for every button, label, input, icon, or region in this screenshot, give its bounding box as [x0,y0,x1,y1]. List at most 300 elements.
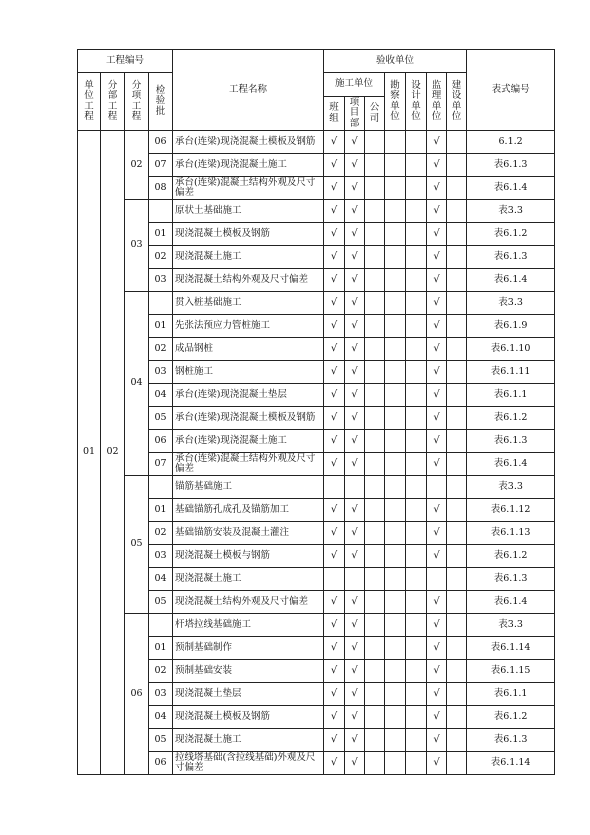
sub-item-code: 04 [125,292,149,476]
construction-unit-header: 施工单位 [324,73,385,97]
check-design [406,476,427,499]
check-supervision: √ [427,660,447,683]
check-survey [385,545,406,568]
check-survey [385,706,406,729]
check-team: √ [324,361,345,384]
inspection-lot-code [149,476,173,499]
check-company [365,660,385,683]
inspection-lot-code [149,200,173,223]
check-company [365,407,385,430]
project-name-cell: 贯入桩基础施工 [173,292,324,315]
form-number-cell: 表6.1.3 [467,246,555,269]
check-design [406,499,427,522]
inspection-lot-code: 02 [149,246,173,269]
check-design [406,637,427,660]
check-team: √ [324,177,345,200]
form-number-cell: 表6.1.2 [467,545,555,568]
table-row [78,223,555,246]
check-team: √ [324,292,345,315]
check-owner [447,453,467,476]
check-supervision: √ [427,223,447,246]
inspection-lot-code: 06 [149,752,173,775]
inspection-lot-code: 03 [149,361,173,384]
table-row [78,683,555,706]
check-supervision [427,568,447,591]
check-dept: √ [345,706,365,729]
check-dept [345,568,365,591]
check-company [365,568,385,591]
form-number-cell: 6.1.2 [467,131,555,154]
sub-item-code: 06 [125,614,149,775]
project-name-cell: 原状土基础施工 [173,200,324,223]
sub-item-code: 02 [125,131,149,200]
subdivisional-project-value: 02 [101,131,125,775]
inspection-lot-code: 03 [149,545,173,568]
check-owner [447,361,467,384]
check-design [406,752,427,775]
check-owner [447,568,467,591]
table-row [78,154,555,177]
check-team: √ [324,453,345,476]
form-number-cell: 表6.1.11 [467,361,555,384]
check-design [406,154,427,177]
check-supervision: √ [427,177,447,200]
check-owner [447,683,467,706]
check-dept: √ [345,522,365,545]
check-team: √ [324,384,345,407]
form-number-cell: 表6.1.12 [467,499,555,522]
check-design [406,131,427,154]
check-dept: √ [345,200,365,223]
check-dept: √ [345,430,365,453]
check-team: √ [324,315,345,338]
owner-unit-header: 建设单位 [447,73,467,131]
form-number-cell: 表6.1.1 [467,683,555,706]
check-supervision: √ [427,384,447,407]
check-company [365,453,385,476]
project-name-cell: 现浇混凝土模板及钢筋 [173,706,324,729]
form-number-cell: 表6.1.3 [467,154,555,177]
table-row [78,292,555,315]
form-number-cell: 表3.3 [467,614,555,637]
project-name-cell: 预制基础安装 [173,660,324,683]
check-owner [447,407,467,430]
check-survey [385,177,406,200]
check-team: √ [324,407,345,430]
check-supervision: √ [427,269,447,292]
form-number-cell: 表6.1.3 [467,568,555,591]
subdivisional-project-header: 分部工程 [101,73,125,131]
table-row [78,131,555,154]
check-owner [447,430,467,453]
inspection-lot-code: 08 [149,177,173,200]
check-survey [385,683,406,706]
project-name-cell: 现浇混凝土施工 [173,729,324,752]
check-survey [385,499,406,522]
table-row [78,476,555,499]
check-survey [385,315,406,338]
form-number-cell: 表6.1.4 [467,453,555,476]
check-supervision: √ [427,200,447,223]
check-design [406,522,427,545]
check-design [406,269,427,292]
project-code-header: 工程编号 [78,50,173,73]
check-team: √ [324,499,345,522]
check-supervision: √ [427,752,447,775]
check-supervision [427,476,447,499]
check-supervision: √ [427,614,447,637]
check-owner [447,660,467,683]
check-team: √ [324,545,345,568]
supervision-unit-header: 监理单位 [427,73,447,131]
check-supervision: √ [427,591,447,614]
check-company [365,729,385,752]
inspection-lot-code: 01 [149,315,173,338]
table-row [78,729,555,752]
table-row [78,384,555,407]
check-dept: √ [345,453,365,476]
project-name-cell: 承台(连梁)现浇混凝土施工 [173,430,324,453]
form-number-header: 表式编号 [467,50,555,131]
unit-project-header: 单位工程 [78,73,101,131]
check-dept: √ [345,614,365,637]
check-owner [447,200,467,223]
check-dept: √ [345,177,365,200]
check-owner [447,177,467,200]
project-name-cell: 承台(连梁)现浇混凝土施工 [173,154,324,177]
check-company [365,430,385,453]
check-design [406,706,427,729]
inspection-lot-code: 02 [149,660,173,683]
table-row [78,545,555,568]
check-design [406,384,427,407]
check-team: √ [324,752,345,775]
form-number-cell: 表6.1.15 [467,660,555,683]
check-team: √ [324,223,345,246]
check-supervision: √ [427,246,447,269]
table-row [78,430,555,453]
check-survey [385,246,406,269]
form-number-cell: 表6.1.2 [467,223,555,246]
check-design [406,660,427,683]
form-number-cell: 表6.1.4 [467,591,555,614]
check-owner [447,637,467,660]
inspection-lot-code: 04 [149,568,173,591]
project-name-cell: 承台(连梁)现浇混凝土垫层 [173,384,324,407]
table-row [78,361,555,384]
check-dept: √ [345,591,365,614]
check-dept: √ [345,223,365,246]
check-survey [385,407,406,430]
check-team: √ [324,269,345,292]
check-supervision: √ [427,683,447,706]
inspection-lot-code: 01 [149,499,173,522]
table-row [78,499,555,522]
check-survey [385,752,406,775]
check-dept: √ [345,683,365,706]
check-supervision: √ [427,292,447,315]
project-name-cell: 承台(连梁)现浇混凝土模板及钢筋 [173,407,324,430]
form-number-cell: 表6.1.14 [467,637,555,660]
check-team: √ [324,591,345,614]
check-design [406,407,427,430]
check-company [365,269,385,292]
check-dept: √ [345,499,365,522]
check-dept: √ [345,292,365,315]
check-design [406,292,427,315]
check-dept: √ [345,752,365,775]
inspection-lot-code: 07 [149,154,173,177]
form-number-cell: 表6.1.14 [467,752,555,775]
check-supervision: √ [427,522,447,545]
check-survey [385,384,406,407]
project-name-cell: 现浇混凝土结构外观及尺寸偏差 [173,591,324,614]
inspection-lot-code [149,614,173,637]
check-survey [385,568,406,591]
check-company [365,591,385,614]
table-row [78,315,555,338]
project-name-cell: 杆塔拉线基础施工 [173,614,324,637]
check-owner [447,246,467,269]
table-row [78,752,555,775]
check-dept: √ [345,407,365,430]
table-row [78,568,555,591]
table-row [78,614,555,637]
check-company [365,614,385,637]
check-design [406,315,427,338]
survey-unit-header: 勘察单位 [385,73,406,131]
check-company [365,338,385,361]
check-company [365,223,385,246]
project-name-cell: 预制基础制作 [173,637,324,660]
table-row [78,660,555,683]
check-dept: √ [345,338,365,361]
project-name-cell: 现浇混凝土施工 [173,568,324,591]
check-company [365,200,385,223]
check-team: √ [324,154,345,177]
check-owner [447,591,467,614]
check-design [406,729,427,752]
check-survey [385,361,406,384]
check-supervision: √ [427,407,447,430]
form-number-cell: 表6.1.3 [467,430,555,453]
check-owner [447,292,467,315]
check-supervision: √ [427,729,447,752]
check-supervision: √ [427,338,447,361]
check-dept: √ [345,660,365,683]
check-survey [385,637,406,660]
form-number-cell: 表6.1.2 [467,706,555,729]
inspection-lot-code: 06 [149,131,173,154]
check-supervision: √ [427,453,447,476]
check-team: √ [324,131,345,154]
check-team: √ [324,246,345,269]
form-number-cell: 表3.3 [467,200,555,223]
form-number-cell: 表3.3 [467,476,555,499]
form-number-cell: 表6.1.10 [467,338,555,361]
check-team: √ [324,522,345,545]
check-design [406,223,427,246]
check-owner [447,729,467,752]
check-team: √ [324,637,345,660]
inspection-lot-code: 01 [149,637,173,660]
check-team: √ [324,614,345,637]
project-name-cell: 拉线塔基础(含拉线基础)外观及尺寸偏差 [173,752,324,775]
inspection-lot-code: 03 [149,269,173,292]
table-row [78,246,555,269]
check-survey [385,131,406,154]
check-dept: √ [345,384,365,407]
check-owner [447,338,467,361]
check-company [365,545,385,568]
check-company [365,476,385,499]
design-unit-header: 设计单位 [406,73,427,131]
check-design [406,568,427,591]
table-row [78,453,555,476]
check-survey [385,522,406,545]
check-survey [385,729,406,752]
check-owner [447,706,467,729]
check-survey [385,660,406,683]
check-design [406,614,427,637]
project-name-header: 工程名称 [173,50,324,131]
check-company [365,752,385,775]
check-dept: √ [345,637,365,660]
check-survey [385,614,406,637]
check-company [365,637,385,660]
table-row [78,200,555,223]
check-survey [385,223,406,246]
check-team: √ [324,200,345,223]
project-name-cell: 承台(连梁)混凝土结构外观及尺寸偏差 [173,177,324,200]
project-name-cell: 承台(连梁)现浇混凝土模板及钢筋 [173,131,324,154]
check-owner [447,154,467,177]
check-team [324,476,345,499]
check-supervision: √ [427,361,447,384]
check-design [406,338,427,361]
check-team [324,568,345,591]
check-survey [385,338,406,361]
project-name-cell: 先张法预应力管桩施工 [173,315,324,338]
check-survey [385,453,406,476]
check-team: √ [324,430,345,453]
check-dept: √ [345,361,365,384]
check-company [365,154,385,177]
check-owner [447,269,467,292]
acceptance-units-header: 验收单位 [324,50,467,73]
check-supervision: √ [427,430,447,453]
form-number-cell: 表6.1.1 [467,384,555,407]
check-company [365,131,385,154]
check-supervision: √ [427,499,447,522]
check-survey [385,430,406,453]
check-dept: √ [345,131,365,154]
check-dept: √ [345,269,365,292]
check-team: √ [324,338,345,361]
check-owner [447,315,467,338]
check-supervision: √ [427,706,447,729]
project-name-cell: 锚筋基础施工 [173,476,324,499]
check-owner [447,223,467,246]
check-dept: √ [345,729,365,752]
inspection-lot-header: 检验批 [149,73,173,131]
check-owner [447,384,467,407]
check-company [365,499,385,522]
form-number-cell: 表6.1.2 [467,407,555,430]
check-supervision: √ [427,545,447,568]
check-survey [385,154,406,177]
team-header: 班组 [324,97,345,131]
project-name-cell: 现浇混凝土模板与钢筋 [173,545,324,568]
table-row [78,177,555,200]
inspection-lot-code: 05 [149,407,173,430]
project-name-cell: 现浇混凝土结构外观及尺寸偏差 [173,269,324,292]
project-name-cell: 基础锚筋孔成孔及锚筋加工 [173,499,324,522]
project-name-cell: 现浇混凝土模板及钢筋 [173,223,324,246]
check-design [406,545,427,568]
check-design [406,177,427,200]
check-survey [385,292,406,315]
check-survey [385,269,406,292]
inspection-lot-code: 03 [149,683,173,706]
sub-item-project-header: 分项工程 [125,73,149,131]
check-company [365,706,385,729]
check-team: √ [324,729,345,752]
inspection-lot-code: 01 [149,223,173,246]
check-owner [447,752,467,775]
check-company [365,315,385,338]
table-row [78,407,555,430]
check-owner [447,131,467,154]
check-owner [447,499,467,522]
project-name-cell: 基础锚筋安装及混凝土灌注 [173,522,324,545]
check-company [365,246,385,269]
sub-item-code: 05 [125,476,149,614]
check-survey [385,476,406,499]
check-team: √ [324,660,345,683]
check-company [365,384,385,407]
inspection-lot-code: 05 [149,591,173,614]
project-name-cell: 承台(连梁)混凝土结构外观及尺寸偏差 [173,453,324,476]
table-row [78,269,555,292]
check-dept [345,476,365,499]
inspection-lot-code: 02 [149,522,173,545]
check-supervision: √ [427,131,447,154]
table-row [78,591,555,614]
project-name-cell: 现浇混凝土施工 [173,246,324,269]
check-survey [385,591,406,614]
table-row [78,637,555,660]
check-dept: √ [345,246,365,269]
check-owner [447,614,467,637]
check-design [406,453,427,476]
check-team: √ [324,706,345,729]
form-number-cell: 表6.1.4 [467,269,555,292]
check-survey [385,200,406,223]
unit-project-value: 01 [78,131,101,775]
table-row [78,522,555,545]
company-header: 公司 [365,97,385,131]
project-name-cell: 成品钢桩 [173,338,324,361]
check-design [406,200,427,223]
check-design [406,246,427,269]
check-supervision: √ [427,154,447,177]
check-company [365,683,385,706]
inspection-lot-code: 04 [149,706,173,729]
check-company [365,522,385,545]
check-owner [447,476,467,499]
check-company [365,292,385,315]
